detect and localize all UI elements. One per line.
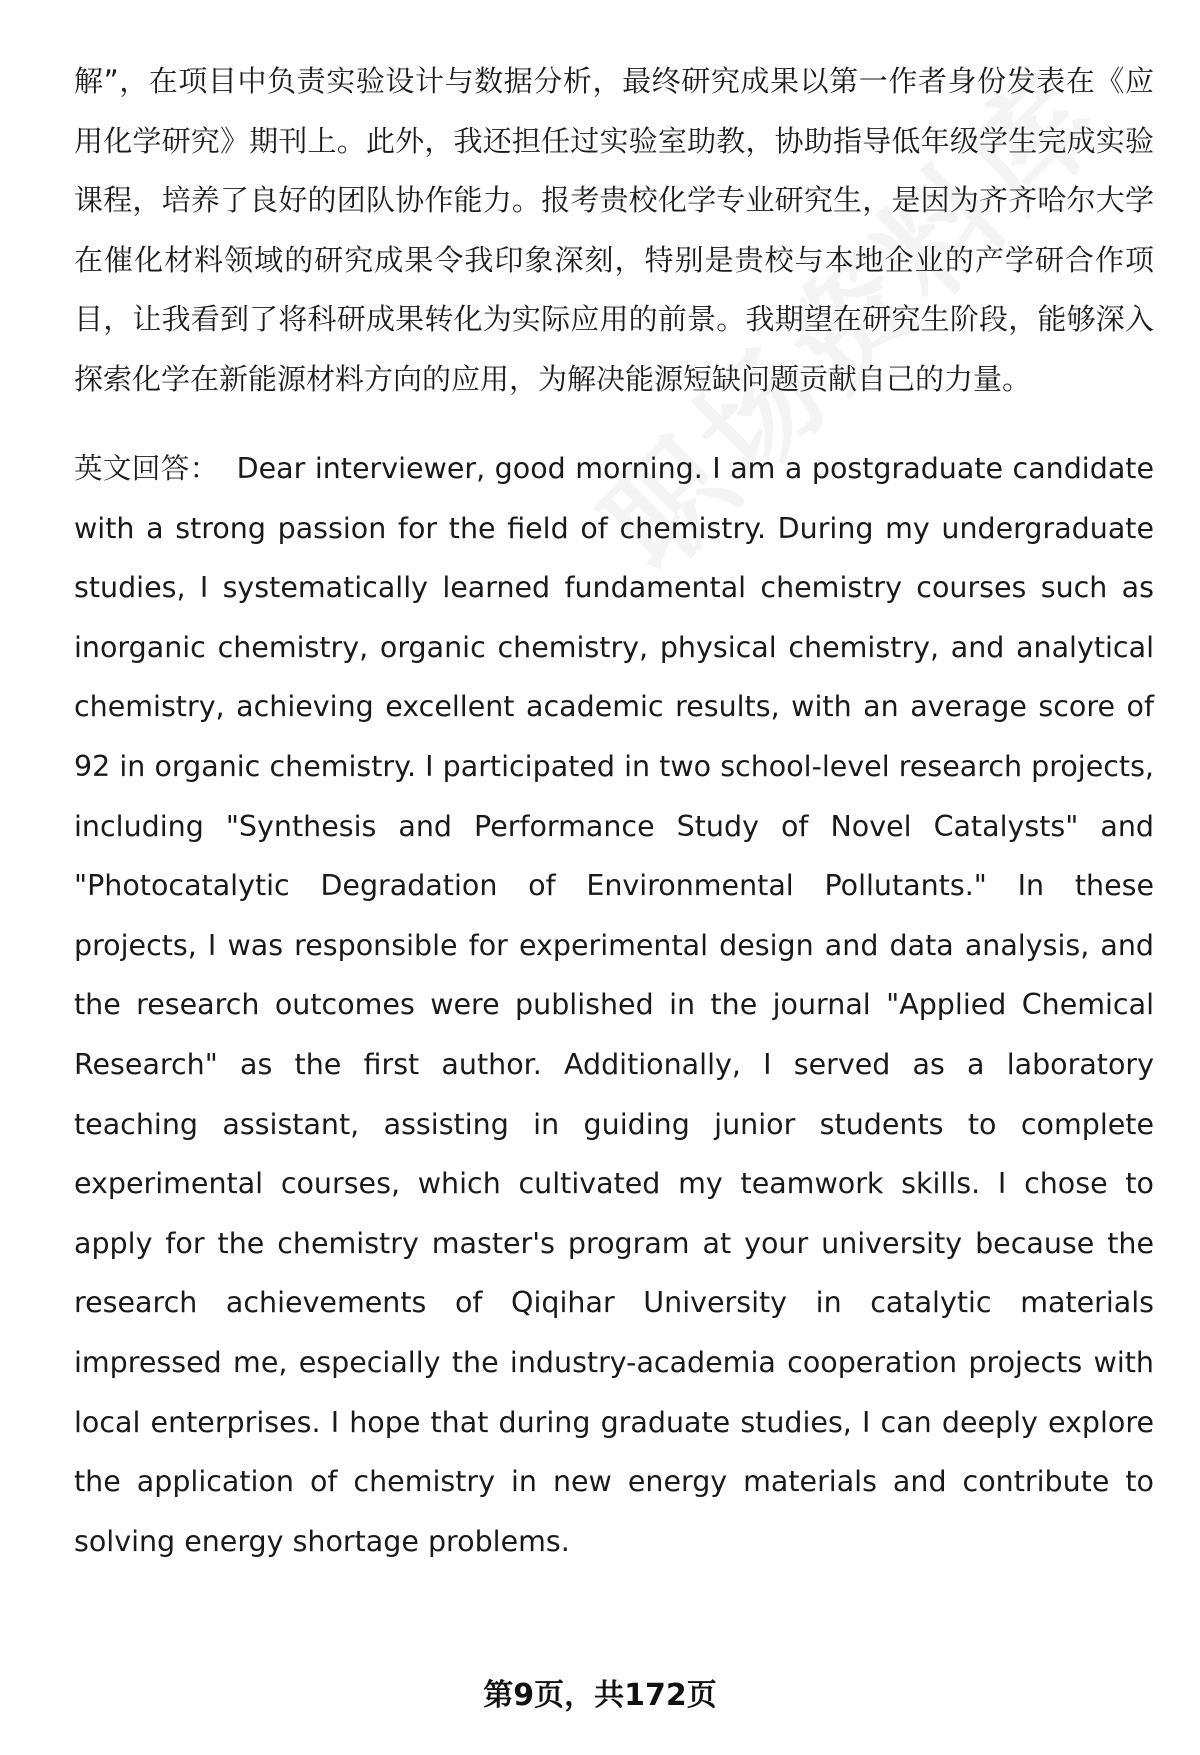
english-answer-label: 英文回答： bbox=[74, 452, 219, 485]
chinese-answer-paragraph: 解”，在项目中负责实验设计与数据分析，最终研究成果以第一作者身份发表在《应用化学研究》期刊上。此外，我还担任过实验室助教，协助指导低年级学生完成实验课程，培养了良好的团队协作能力。报考贵校化学专业研究生，是因为齐齐哈尔大学在催化材料领域的研究成果令我印象深刻，特别是贵校与本地企业的产学研合作项目，让我看到了将科研成果转化为实际应用的前景。我期望在研究生阶段，能够深入探索化学在新能源材料方向的应用，为解决能源短缺问题贡献自己的力量。 bbox=[74, 64, 1154, 396]
english-answer-paragraph bbox=[74, 439, 1154, 1571]
english-answer-text: Dear interviewer, good morning. I am a postgraduate candidate with a strong passion for the field of chemistry. During my undergraduate studies, I systematically learned fundamental chemistry courses such as inorganic chemistry, organic chemistry, physical chemistry, and analytical chemistry, achieving excellent academic results, with an average score of 92 in organic chemistry. I participated in two school-level research projects, including "Synthesis and Performance Study of Novel Catalysts" and "Photocatalytic Degradation of Environmental Pollutants." In these projects, I was responsible for experimental design and data analysis, and the research outcomes were published in the journal "Applied Chemical Research" as the first author. Additionally, I served as a laboratory teaching assistant, assisting in guiding junior students to complete experimental courses, which cultivated my teamwork skills. I chose to apply for the chemistry master's program at your university because the research achievements of Qiqihar University in catalytic materials impressed me, especially the industry-academia cooperation projects with local enterprises. I hope that during graduate studies, I can deeply explore the application of chemistry in new energy materials and contribute to solving energy shortage problems. bbox=[74, 452, 1154, 1558]
document-body bbox=[74, 52, 1154, 1571]
page-footer: 第9页，共172页 bbox=[483, 1678, 717, 1713]
